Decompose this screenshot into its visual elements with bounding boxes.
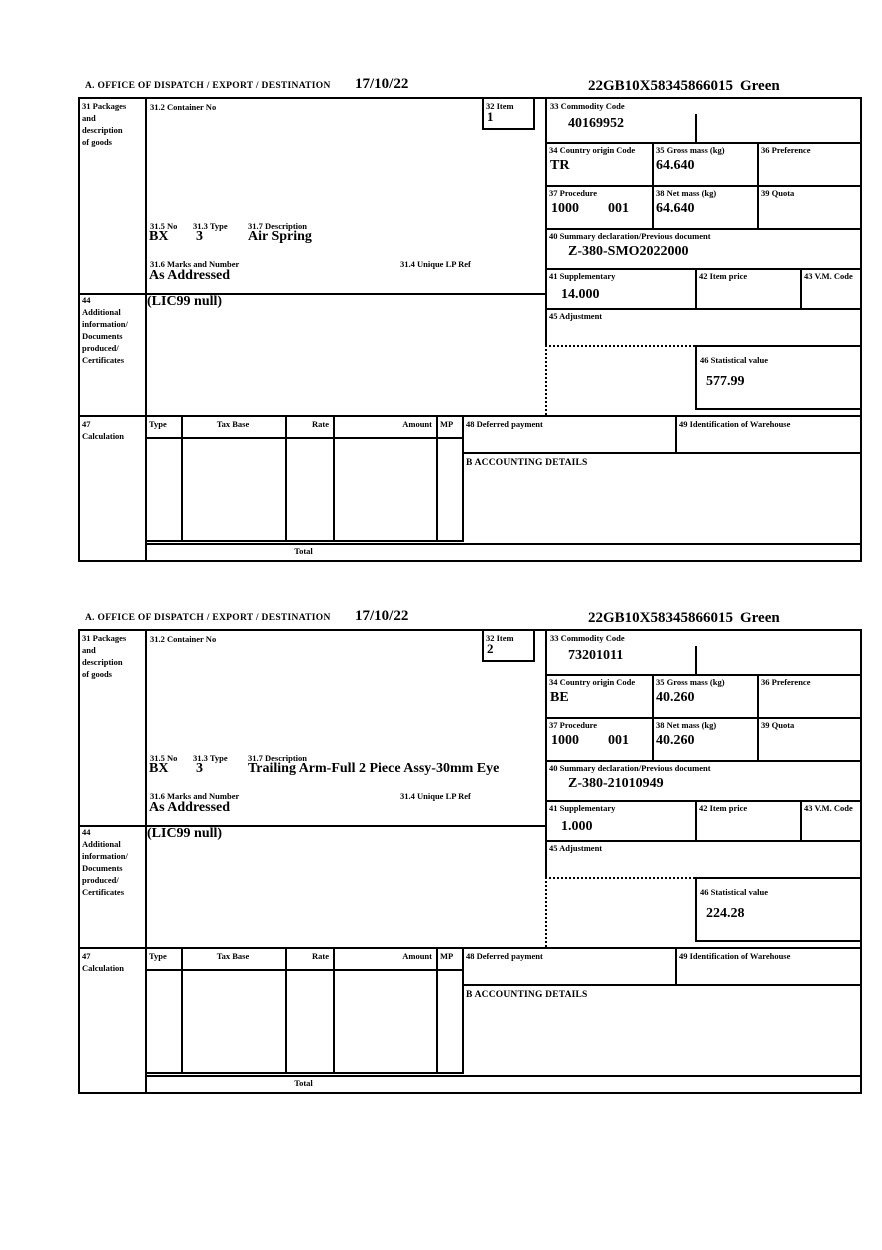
supplementary-value: 14.000 — [561, 287, 600, 302]
warehouse-divider — [675, 947, 677, 984]
packages-type-label: 31.3 Type — [193, 221, 228, 231]
calc-col-type: Type — [149, 419, 167, 429]
item-number-value: 2 — [487, 641, 494, 656]
calc-col-amount: Amount — [402, 951, 432, 961]
row48-bottom-line — [462, 984, 862, 986]
item-label: 32 Item — [486, 101, 514, 111]
calc-col-mp: MP — [440, 419, 454, 429]
packages-no-label: 31.5 No — [150, 221, 178, 231]
dotted-vertical-divider — [545, 345, 547, 415]
calc-table-right-edge — [462, 947, 464, 1072]
preference-label: 36 Preference — [761, 145, 811, 155]
net-mass-label: 38 Net mass (kg) — [656, 188, 717, 198]
declaration-reference: 22GB10X58345866015 — [588, 610, 734, 626]
warehouse-label: 49 Identification of Warehouse — [679, 951, 791, 961]
container-no-label: 31.2 Container No — [150, 102, 217, 112]
calc-table-bottom-line — [145, 1072, 464, 1074]
statistical-value: 577.99 — [706, 374, 745, 389]
calc-col-tax-base: Tax Base — [216, 951, 250, 961]
procedure-value-2: 001 — [608, 201, 629, 216]
adjustment-label: 45 Adjustment — [549, 311, 603, 321]
declaration-date: 17/10/22 — [355, 76, 409, 92]
country-origin-value: BE — [550, 690, 569, 705]
commodity-code-value: 73201011 — [568, 648, 624, 663]
declaration-item-section-1 — [0, 78, 882, 568]
calc-col-rate: Rate — [312, 951, 329, 961]
box40-bottom-line — [545, 268, 862, 270]
declaration-date: 17/10/22 — [355, 608, 409, 624]
adjustment-label: 45 Adjustment — [549, 843, 603, 853]
statistical-value-label: 46 Statistical value — [700, 887, 768, 897]
row34-bottom-line — [545, 717, 862, 719]
summary-declaration-value: Z-380-21010949 — [568, 776, 664, 791]
calc-col1-divider — [181, 415, 183, 540]
office-of-dispatch-label: A. OFFICE OF DISPATCH / EXPORT / DESTINATION — [85, 613, 331, 623]
accounting-details-label: B ACCOUNTING DETAILS — [466, 458, 588, 468]
box47-top-divider — [78, 415, 862, 417]
commodity-code-value: 40169952 — [568, 116, 624, 131]
description-value: Trailing Arm-Full 2 Piece Assy-30mm Eye — [248, 761, 500, 776]
calc-col-tax-base: Tax Base — [216, 419, 250, 429]
country-origin-label: 34 Country origin Code — [549, 677, 636, 687]
row41-bottom-line — [545, 840, 862, 842]
lp-ref-label: 31.4 Unique LP Ref — [400, 791, 471, 801]
marks-value: As Addressed — [149, 800, 231, 815]
routing-channel: Green — [740, 78, 780, 94]
box31-label: 31 Packages and description of goods — [82, 101, 127, 147]
box47-label: 47 Calculation — [82, 419, 125, 441]
gross-mass-label: 35 Gross mass (kg) — [656, 677, 725, 687]
description-label: 31.7 Description — [248, 221, 308, 231]
warehouse-label: 49 Identification of Warehouse — [679, 419, 791, 429]
country-origin-value: TR — [550, 158, 570, 173]
summary-declaration-label: 40 Summary declaration/Previous document — [549, 231, 711, 241]
commodity-code-label: 33 Commodity Code — [550, 101, 625, 111]
calc-col-amount: Amount — [402, 419, 432, 429]
calc-col4-divider — [436, 415, 438, 540]
office-of-dispatch-label: A. OFFICE OF DISPATCH / EXPORT / DESTINATION — [85, 81, 331, 91]
commodity-code-subdivider — [695, 646, 697, 674]
statistical-value: 224.28 — [706, 906, 745, 921]
box33-bottom-line — [545, 674, 862, 676]
deferred-payment-label: 48 Deferred payment — [466, 419, 543, 429]
warehouse-divider — [675, 415, 677, 452]
quota-label: 39 Quota — [761, 720, 795, 730]
marks-label: 31.6 Marks and Number — [150, 791, 240, 801]
gross-mass-label: 35 Gross mass (kg) — [656, 145, 725, 155]
box33-bottom-line — [545, 142, 862, 144]
calc-header-bottom-line — [145, 437, 464, 439]
row34-bottom-line — [545, 185, 862, 187]
vm-code-label: 43 V.M. Code — [804, 803, 853, 813]
left-column-divider — [145, 97, 147, 562]
accounting-details-label: B ACCOUNTING DETAILS — [466, 990, 588, 1000]
summary-declaration-value: Z-380-SMO2022000 — [568, 244, 689, 259]
packages-no-label: 31.5 No — [150, 753, 178, 763]
marks-label: 31.6 Marks and Number — [150, 259, 240, 269]
vm-code-divider — [800, 268, 802, 308]
packages-type-label: 31.3 Type — [193, 753, 228, 763]
packages-no-value: BX — [149, 229, 169, 244]
supplementary-label: 41 Supplementary — [549, 803, 616, 813]
calc-col3-divider — [333, 415, 335, 540]
packages-type-value: 3 — [196, 761, 203, 776]
commodity-code-subdivider — [695, 114, 697, 142]
box44-label: 44 Additional information/ Documents produced/ Certificates — [82, 827, 128, 897]
statistical-value-label: 46 Statistical value — [700, 355, 768, 365]
additional-info-value: (LIC99 null) — [147, 294, 223, 309]
calc-table-right-edge — [462, 415, 464, 540]
item-price-divider — [695, 800, 697, 840]
procedure-value-2: 001 — [608, 733, 629, 748]
procedure-label: 37 Procedure — [549, 188, 598, 198]
container-no-label: 31.2 Container No — [150, 634, 217, 644]
lp-ref-label: 31.4 Unique LP Ref — [400, 259, 471, 269]
box47-top-divider — [78, 947, 862, 949]
box40-bottom-line — [545, 800, 862, 802]
calc-col2-divider — [285, 415, 287, 540]
country-origin-label: 34 Country origin Code — [549, 145, 636, 155]
marks-value: As Addressed — [149, 268, 231, 283]
quota-label: 39 Quota — [761, 188, 795, 198]
summary-declaration-label: 40 Summary declaration/Previous document — [549, 763, 711, 773]
box47-label: 47 Calculation — [82, 951, 125, 973]
vm-code-label: 43 V.M. Code — [804, 271, 853, 281]
calc-col1-divider — [181, 947, 183, 1072]
packages-type-value: 3 — [196, 229, 203, 244]
calc-table-bottom-line — [145, 540, 464, 542]
dotted-horizontal-divider — [545, 877, 695, 879]
item-label: 32 Item — [486, 633, 514, 643]
declaration-reference: 22GB10X58345866015 — [588, 78, 734, 94]
gross-mass-value: 40.260 — [656, 690, 695, 705]
form-outer-frame — [78, 629, 862, 1094]
procedure-value: 1000 — [551, 201, 579, 216]
item-price-divider — [695, 268, 697, 308]
gross-mass-value: 64.640 — [656, 158, 695, 173]
supplementary-label: 41 Supplementary — [549, 271, 616, 281]
item-number-value: 1 — [487, 109, 494, 124]
calc-col3-divider — [333, 947, 335, 1072]
calc-col4-divider — [436, 947, 438, 1072]
row48-bottom-line — [462, 452, 862, 454]
net-mass-label: 38 Net mass (kg) — [656, 720, 717, 730]
preference-label: 36 Preference — [761, 677, 811, 687]
declaration-item-section-2 — [0, 610, 882, 1100]
dotted-horizontal-divider — [545, 345, 695, 347]
vm-code-divider — [800, 800, 802, 840]
calc-header-bottom-line — [145, 969, 464, 971]
additional-info-value: (LIC99 null) — [147, 826, 223, 841]
row41-bottom-line — [545, 308, 862, 310]
dotted-vertical-divider — [545, 877, 547, 947]
description-value: Air Spring — [248, 229, 312, 244]
supplementary-value: 1.000 — [561, 819, 593, 834]
calc-col-type: Type — [149, 951, 167, 961]
total-label: Total — [294, 546, 313, 556]
row37-bottom-line — [545, 228, 862, 230]
packages-no-value: BX — [149, 761, 169, 776]
left-column-divider — [145, 629, 147, 1094]
total-label: Total — [294, 1078, 313, 1088]
calc-col-mp: MP — [440, 951, 454, 961]
deferred-payment-label: 48 Deferred payment — [466, 951, 543, 961]
item-price-label: 42 Item price — [699, 271, 748, 281]
net-mass-value: 40.260 — [656, 733, 695, 748]
procedure-value: 1000 — [551, 733, 579, 748]
calc-col-rate: Rate — [312, 419, 329, 429]
item-price-label: 42 Item price — [699, 803, 748, 813]
row37-bottom-line — [545, 760, 862, 762]
description-label: 31.7 Description — [248, 753, 308, 763]
calc-col2-divider — [285, 947, 287, 1072]
procedure-label: 37 Procedure — [549, 720, 598, 730]
box44-label: 44 Additional information/ Documents produced/ Certificates — [82, 295, 128, 365]
commodity-code-label: 33 Commodity Code — [550, 633, 625, 643]
net-mass-value: 64.640 — [656, 201, 695, 216]
routing-channel: Green — [740, 610, 780, 626]
form-outer-frame — [78, 97, 862, 562]
box31-label: 31 Packages and description of goods — [82, 633, 127, 679]
